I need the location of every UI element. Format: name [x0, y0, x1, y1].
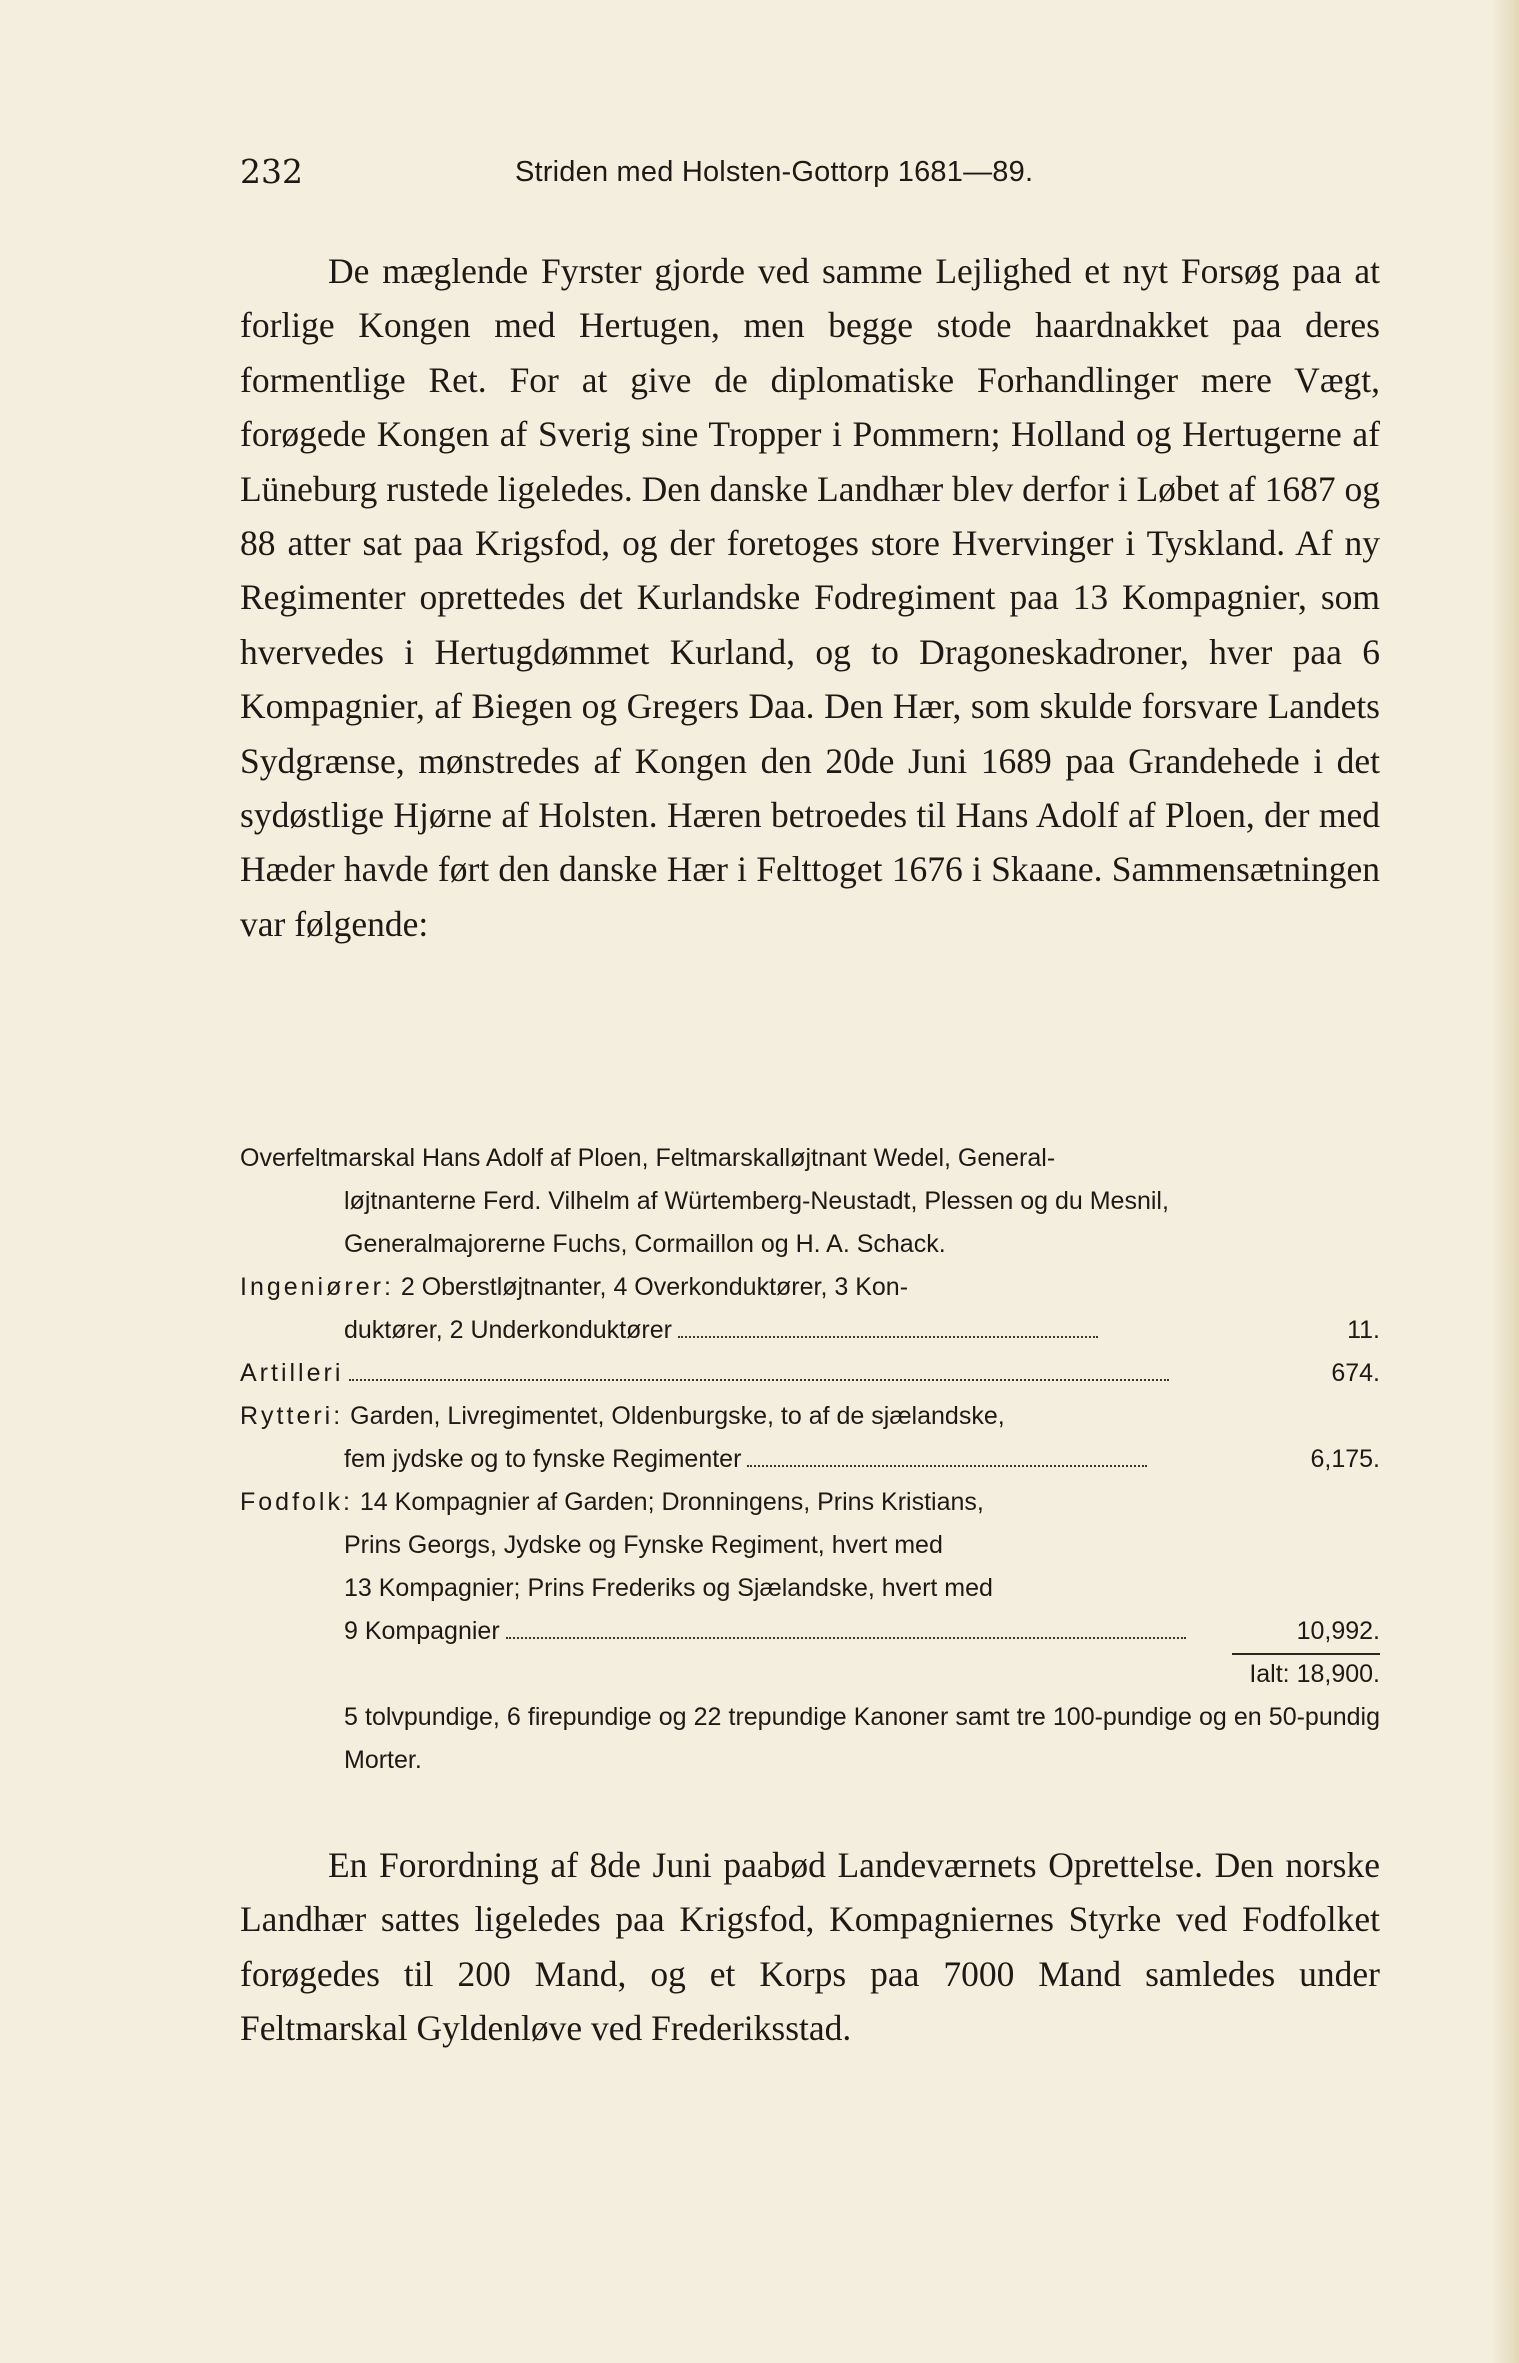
cavalry-label: Rytteri: [240, 1402, 344, 1430]
cavalry-entry [240, 1395, 1380, 1481]
engineers-label: Ingeniører: [240, 1273, 394, 1301]
total-label: Ialt: [1249, 1660, 1290, 1688]
leader-dots [506, 1637, 1186, 1639]
artillery-label: Artilleri [240, 1359, 344, 1387]
command-line-2: løjtnanterne Ferd. Vilhelm af Würtemberg-Neustadt, Plessen og du Mesnil, [344, 1187, 1169, 1215]
army-composition-list [240, 1137, 1380, 1782]
infantry-line-4: 9 Kompagnier [344, 1617, 500, 1645]
cannon-note: 5 tolvpundige, 6 firepundige og 22 trepundige Kanoner samt tre 100-pundige og en 50-pundig Morter. [344, 1703, 1380, 1774]
page-edge [1491, 0, 1519, 2363]
cavalry-line-1: Garden, Livregimentet, Oldenburgske, to af de sjælandske, [350, 1402, 1005, 1430]
total-line [240, 1653, 1380, 1696]
page-header [240, 152, 1380, 192]
cavalry-line-2: fem jydske og to fynske Regimenter [344, 1445, 742, 1473]
leader-dots [349, 1379, 1169, 1381]
page-number: 232 [240, 152, 303, 191]
engineers-line-2: duktører, 2 Underkonduktører [344, 1316, 672, 1344]
leader-dots [678, 1336, 1098, 1338]
running-title: Striden med Holsten-Gottorp 1681—89. [515, 156, 1034, 188]
command-line-3: Generalmajorerne Fuchs, Cormaillon og H. A. Schack. [344, 1230, 946, 1258]
infantry-label: Fodfolk: [240, 1488, 353, 1516]
artillery-entry [240, 1352, 1380, 1395]
infantry-entry [240, 1481, 1380, 1653]
cavalry-value: 6,175. [1304, 1438, 1380, 1481]
leader-dots [747, 1465, 1147, 1467]
command-entry [240, 1137, 1380, 1266]
infantry-value: 10,992. [1291, 1610, 1380, 1653]
infantry-line-3: 13 Kompagnier; Prins Frederiks og Sjælandske, hvert med [344, 1574, 993, 1602]
infantry-line-1: 14 Kompagnier af Garden; Dronningens, Prins Kristians, [359, 1488, 984, 1516]
engineers-entry [240, 1266, 1380, 1352]
artillery-value: 674. [1325, 1352, 1380, 1395]
paragraph-2: En Forordning af 8de Juni paabød Landeværnets Oprettelse. Den norske Landhær sattes ligeledes paa Krigsfod, Kompagniernes Styrke ved Fodfolket forøgedes til 200 Mand, og et Korps paa 7000 Mand samledes under Feltmarskal Gyldenløve ved Frederiksstad. [240, 1845, 1380, 2049]
infantry-line-2: Prins Georgs, Jydske og Fynske Regiment, hvert med [344, 1531, 943, 1559]
paragraph-1: De mæglende Fyrster gjorde ved samme Lejlighed et nyt Forsøg paa at forlige Kongen med Hertugen, men begge stode haardnakket paa deres formentlige Ret. For at give de diplomatiske Forhandlinger mere Vægt, forøgede Kongen af Sverig sine Tropper i Pommern; Holland og Hertugerne af Lüneburg rustede ligeledes. Den danske Landhær blev derfor i Løbet af 1687 og 88 atter sat paa Krigsfod, og der foretoges store Hvervinger i Tyskland. Af ny Regimenter oprettedes det Kurlandske Fodregiment paa 13 Kompagnier, som hvervedes i Hertugdømmet Kurland, og to Dragoneskadroner, hver paa 6 Kompagnier, af Biegen og Gregers Daa. Den Hær, som skulde forsvare Landets Sydgrænse, mønstredes af Kongen den 20de Juni 1689 paa Grandehede i det sydøstlige Hjørne af Holsten. Hæren betroedes til Hans Adolf af Ploen, der med Hæder havde ført den danske Hær i Felttoget 1676 i Skaane. Sammensætningen var følgende: [240, 251, 1380, 944]
engineers-line-1: 2 Oberstløjtnanter, 4 Overkonduktører, 3 Kon- [400, 1273, 909, 1301]
engineers-value: 11. [1341, 1309, 1380, 1352]
command-line-1: Overfeltmarskal Hans Adolf af Ploen, Feltmarskalløjtnant Wedel, General- [240, 1144, 1056, 1172]
total-value: 18,900. [1296, 1660, 1380, 1688]
